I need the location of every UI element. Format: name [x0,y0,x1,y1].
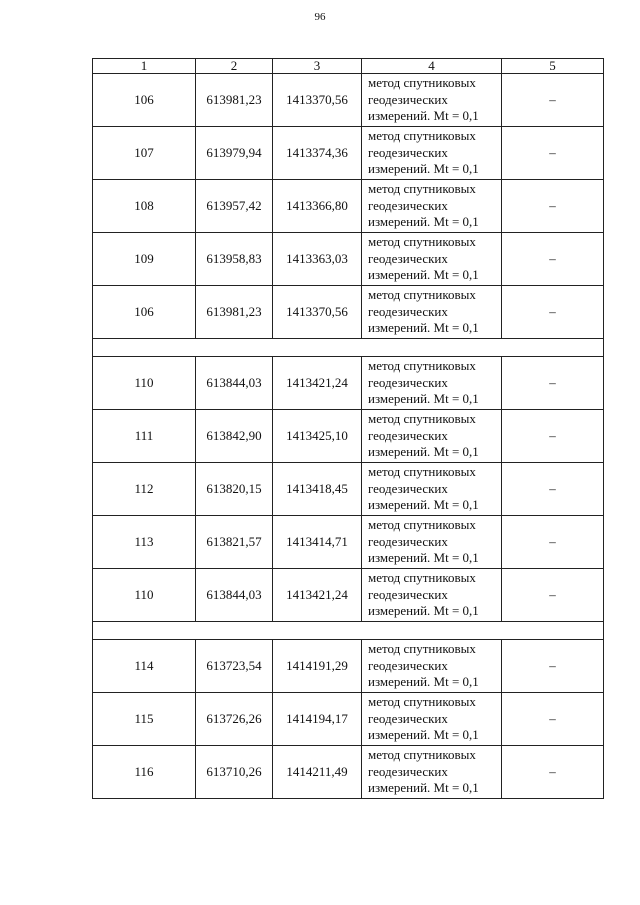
method-text-line: геодезических [368,303,448,319]
group-separator-cell [93,339,604,357]
table-row [93,410,604,463]
note-cell: – [502,693,604,746]
method-text-line: измерений. Mt = 0,1 [368,550,479,566]
note-cell: – [502,410,604,463]
y-coordinate-cell: 1413414,71 [273,516,362,569]
header-col-2: 2 [196,59,273,74]
table-row [93,746,604,799]
table-row [93,569,604,622]
method-text-line: измерений. Mt = 0,1 [368,391,479,407]
point-number-cell: 113 [93,516,196,569]
note-cell: – [502,286,604,339]
y-coordinate-cell: 1413425,10 [273,410,362,463]
method-cell [362,127,502,180]
coordinates-table [92,58,604,799]
y-coordinate-cell: 1413418,45 [273,463,362,516]
y-coordinate-cell: 1413421,24 [273,357,362,410]
method-cell [362,410,502,463]
group-separator-cell [93,622,604,640]
x-coordinate-cell: 613844,03 [196,357,273,410]
method-text-line: геодезических [368,144,448,160]
method-cell [362,516,502,569]
note-cell: – [502,74,604,127]
point-number-cell: 110 [93,569,196,622]
point-number-cell: 116 [93,746,196,799]
x-coordinate-cell: 613710,26 [196,746,273,799]
point-number-cell: 108 [93,180,196,233]
method-text-line: измерений. Mt = 0,1 [368,214,479,230]
method-text-line: геодезических [368,657,448,673]
method-text-line: геодезических [368,91,448,107]
x-coordinate-cell: 613981,23 [196,74,273,127]
method-cell [362,286,502,339]
method-text-line: геодезических [368,250,448,266]
header-col-3: 3 [273,59,362,74]
method-text-line: геодезических [368,763,448,779]
table-row [93,463,604,516]
point-number-cell: 110 [93,357,196,410]
method-cell [362,74,502,127]
point-number-cell: 106 [93,74,196,127]
x-coordinate-cell: 613981,23 [196,286,273,339]
method-cell [362,569,502,622]
method-text-line: геодезических [368,710,448,726]
y-coordinate-cell: 1413370,56 [273,74,362,127]
method-text-line: метод спутниковых [368,358,476,374]
table-row [93,180,604,233]
table-header-row [93,59,604,74]
method-text-line: метод спутниковых [368,411,476,427]
y-coordinate-cell: 1414194,17 [273,693,362,746]
note-cell: – [502,463,604,516]
method-text-line: измерений. Mt = 0,1 [368,161,479,177]
method-cell [362,746,502,799]
x-coordinate-cell: 613726,26 [196,693,273,746]
method-text-line: метод спутниковых [368,747,476,763]
method-cell [362,180,502,233]
point-number-cell: 109 [93,233,196,286]
method-text-line: измерений. Mt = 0,1 [368,603,479,619]
x-coordinate-cell: 613821,57 [196,516,273,569]
method-text-line: геодезических [368,374,448,390]
method-text-line: метод спутниковых [368,181,476,197]
y-coordinate-cell: 1413363,03 [273,233,362,286]
method-text-line: измерений. Mt = 0,1 [368,320,479,336]
method-cell [362,233,502,286]
method-text-line: метод спутниковых [368,464,476,480]
method-text-line: метод спутниковых [368,641,476,657]
note-cell: – [502,180,604,233]
method-text-line: измерений. Mt = 0,1 [368,674,479,690]
method-cell [362,357,502,410]
note-cell: – [502,746,604,799]
method-text-line: метод спутниковых [368,75,476,91]
method-cell [362,463,502,516]
y-coordinate-cell: 1413374,36 [273,127,362,180]
table-row [93,127,604,180]
table-row [93,516,604,569]
method-cell [362,640,502,693]
method-text-line: измерений. Mt = 0,1 [368,497,479,513]
method-text-line: метод спутниковых [368,287,476,303]
x-coordinate-cell: 613958,83 [196,233,273,286]
y-coordinate-cell: 1414191,29 [273,640,362,693]
point-number-cell: 107 [93,127,196,180]
x-coordinate-cell: 613844,03 [196,569,273,622]
note-cell: – [502,233,604,286]
method-text-line: метод спутниковых [368,694,476,710]
method-cell [362,693,502,746]
page-number: 96 [314,11,326,23]
method-text-line: измерений. Mt = 0,1 [368,108,479,124]
table-row [93,74,604,127]
header-col-1: 1 [93,59,196,74]
point-number-cell: 111 [93,410,196,463]
table-body [93,74,604,799]
y-coordinate-cell: 1413366,80 [273,180,362,233]
note-cell: – [502,640,604,693]
table-row [93,693,604,746]
group-separator-row [93,339,604,357]
point-number-cell: 114 [93,640,196,693]
table-row [93,357,604,410]
x-coordinate-cell: 613979,94 [196,127,273,180]
header-col-4: 4 [362,59,502,74]
y-coordinate-cell: 1413421,24 [273,569,362,622]
note-cell: – [502,569,604,622]
method-text-line: метод спутниковых [368,517,476,533]
method-text-line: геодезических [368,586,448,602]
method-text-line: измерений. Mt = 0,1 [368,780,479,796]
method-text-line: измерений. Mt = 0,1 [368,444,479,460]
header-col-5: 5 [502,59,604,74]
x-coordinate-cell: 613723,54 [196,640,273,693]
method-text-line: измерений. Mt = 0,1 [368,267,479,283]
note-cell: – [502,357,604,410]
method-text-line: метод спутниковых [368,234,476,250]
method-text-line: геодезических [368,427,448,443]
method-text-line: метод спутниковых [368,128,476,144]
note-cell: – [502,516,604,569]
method-text-line: измерений. Mt = 0,1 [368,727,479,743]
x-coordinate-cell: 613842,90 [196,410,273,463]
method-text-line: метод спутниковых [368,570,476,586]
y-coordinate-cell: 1414211,49 [273,746,362,799]
method-text-line: геодезических [368,197,448,213]
table-row [93,233,604,286]
y-coordinate-cell: 1413370,56 [273,286,362,339]
method-text-line: геодезических [368,533,448,549]
table-row [93,640,604,693]
note-cell: – [502,127,604,180]
point-number-cell: 106 [93,286,196,339]
method-text-line: геодезических [368,480,448,496]
x-coordinate-cell: 613957,42 [196,180,273,233]
group-separator-row [93,622,604,640]
point-number-cell: 112 [93,463,196,516]
point-number-cell: 115 [93,693,196,746]
table-row [93,286,604,339]
x-coordinate-cell: 613820,15 [196,463,273,516]
